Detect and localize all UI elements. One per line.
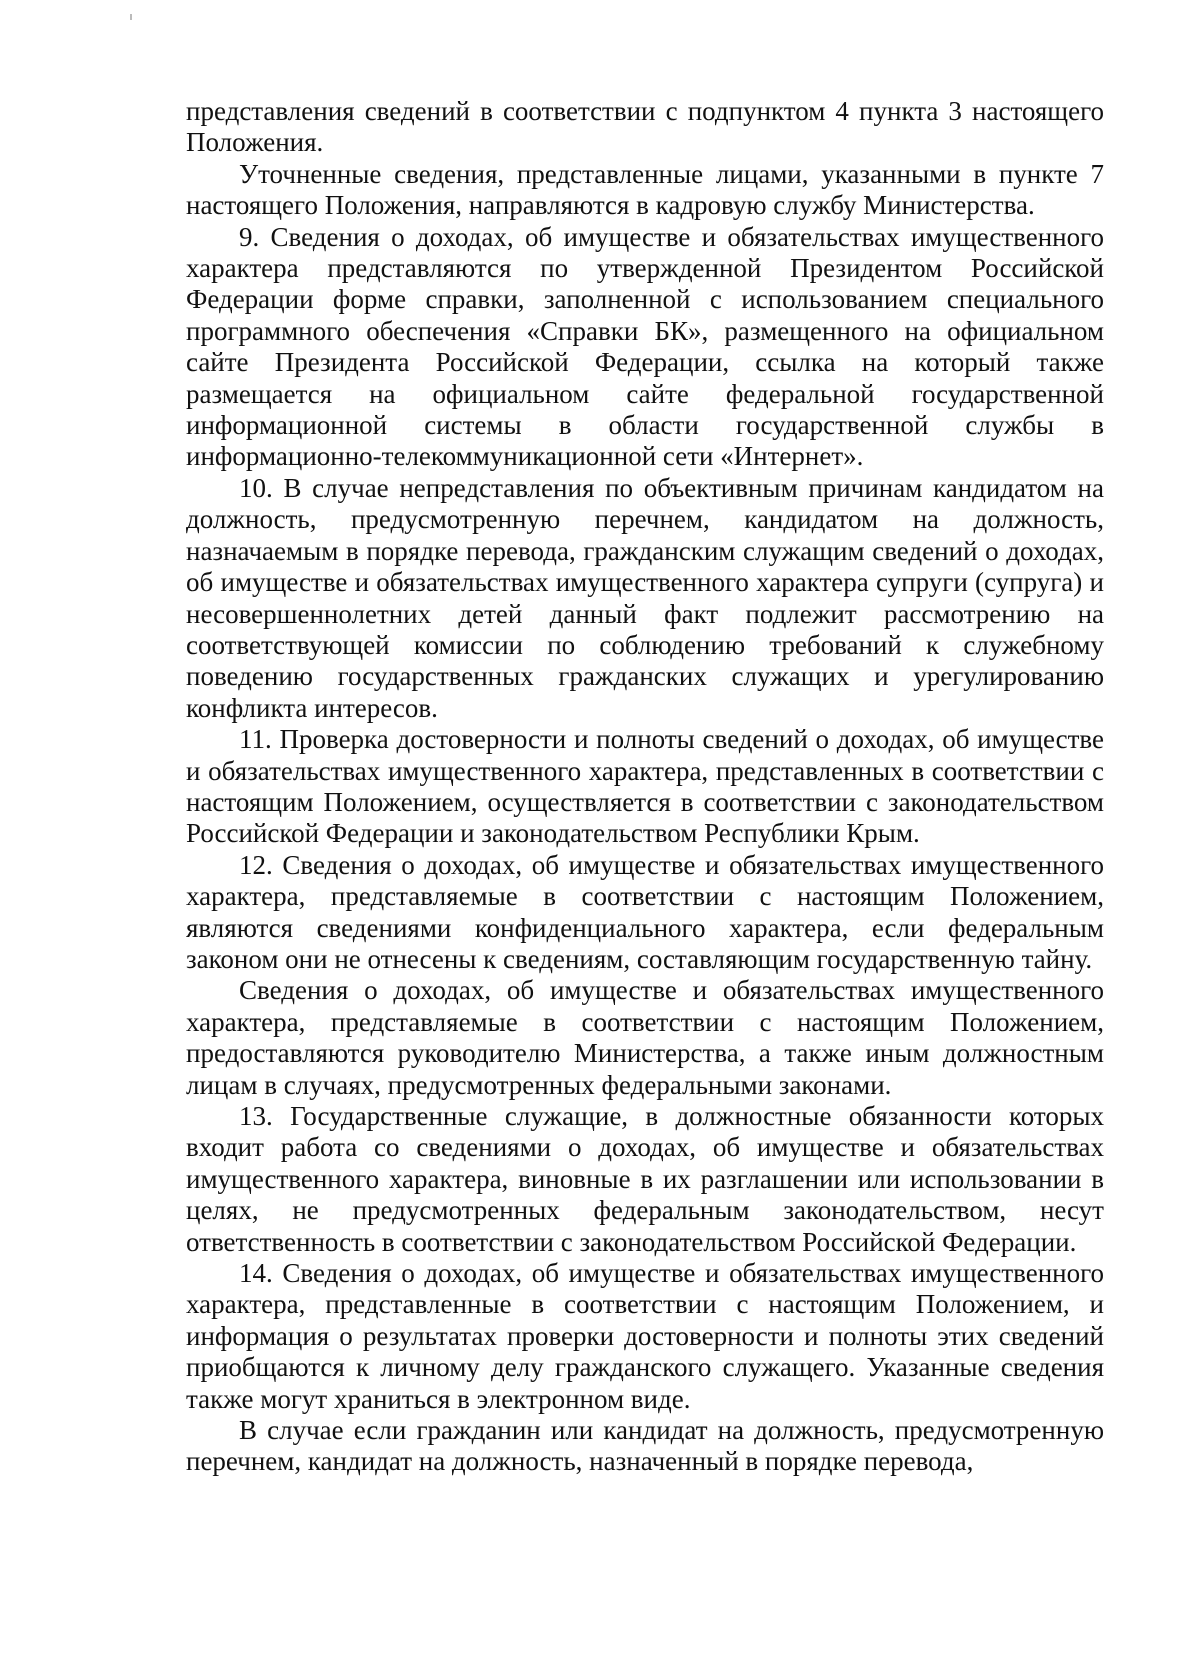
paragraph-12: 12. Сведения о доходах, об имуществе и обязательствах имущественного характера, представляемые в соответствии с настоящим Положением, являются сведениями конфиденциального характера, если федеральным законом они не отнесены к сведениям, составляющим государственную тайну. (186, 849, 1104, 974)
paragraph-13: 13. Государственные служащие, в должностные обязанности которых входит работа со сведениями о доходах, об имуществе и обязательствах имущественного характера, виновные в их разглашении или использовании в целях, не предусмотренных федеральным законодательством, несут ответственность в соответствии с законодательством Российской Федерации. (186, 1101, 1104, 1257)
scan-artifact-mark (130, 14, 132, 20)
paragraph-clarified-info: Уточненные сведения, представленные лицами, указанными в пункте 7 настоящего Положения, направляются в кадровую службу Министерства. (186, 158, 1104, 221)
paragraph-11: 11. Проверка достоверности и полноты сведений о доходах, об имуществе и обязательствах имущественного характера, представленных в соответствии с настоящим Положением, осуществляется в соответствии с законодательством Российской Федерации и законодательством Республики Крым. (186, 724, 1104, 849)
paragraph-12-continued: Сведения о доходах, об имуществе и обязательствах имущественного характера, представляемые в соответствии с настоящим Положением, предоставляются руководителю Министерства, а также иным должностным лицам в случаях, предусмотренных федеральными законами. (186, 975, 1104, 1100)
paragraph-14-continued: В случае если гражданин или кандидат на должность, предусмотренную перечнем, кандидат на должность, назначенный в порядке перевода, (186, 1415, 1104, 1477)
paragraph-10: 10. В случае непредставления по объективным причинам кандидатом на должность, предусмотренную перечнем, кандидатом на должность, назначаемым в порядке перевода, гражданским служащим сведений о доходах, об имуществе и обязательствах имущественного характера супруги (супруга) и несовершеннолетних детей данный факт подлежит рассмотрению на соответствующей комиссии по соблюдению требований к служебному поведению государственных гражданских служащих и урегулированию конфликта интересов. (186, 472, 1104, 723)
paragraph-14: 14. Сведения о доходах, об имуществе и обязательствах имущественного характера, представленные в соответствии с настоящим Положением, и информация о результатах проверки достоверности и полноты этих сведений приобщаются к личному делу гражданского служащего. Указанные сведения также могут храниться в электронном виде. (186, 1258, 1104, 1414)
document-page (186, 96, 1104, 1478)
paragraph-continuation: представления сведений в соответствии с подпунктом 4 пункта 3 настоящего Положения. (186, 96, 1104, 158)
paragraph-9: 9. Сведения о доходах, об имуществе и обязательствах имущественного характера представляются по утвержденной Президентом Российской Федерации форме справки, заполненной с использованием специального программного обеспечения «Справки БК», размещенного на официальном сайте Президента Российской Федерации, ссылка на который также размещается на официальном сайте федеральной государственной информационной системы в области государственной службы в информационно-телекоммуникационной сети «Интернет». (186, 221, 1104, 472)
